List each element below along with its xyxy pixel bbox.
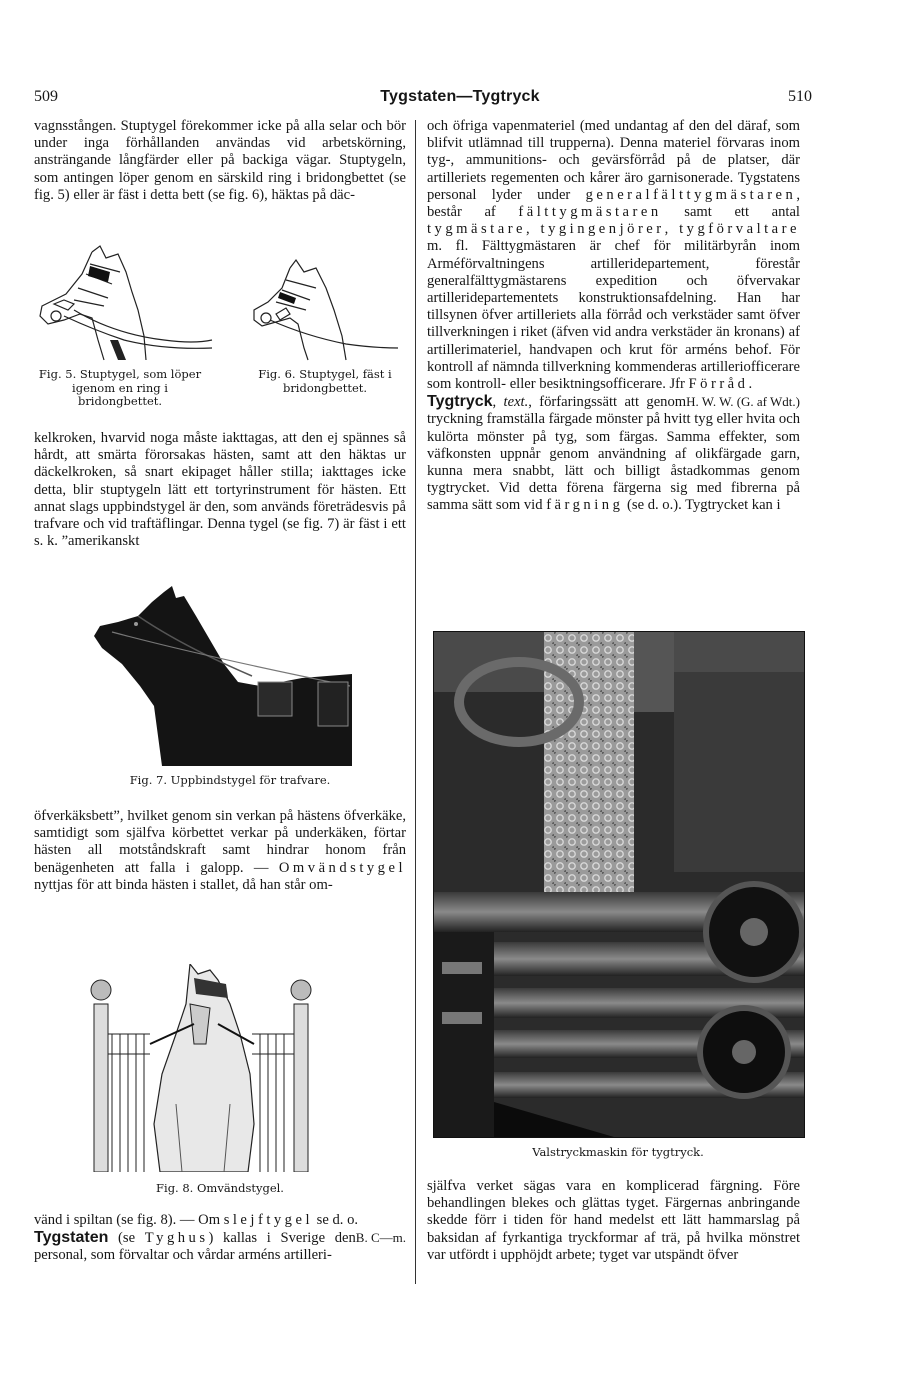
paragraph-3-text-b: nyttjas för att binda hästen i stallet, då han står om- bbox=[34, 876, 333, 893]
horse-head-illustration-fig6 bbox=[250, 258, 400, 362]
figure-5-horse-head bbox=[34, 244, 214, 362]
column-divider bbox=[415, 120, 416, 1284]
paragraph-4-text-a: vänd i spiltan (se fig. 8). — Om bbox=[34, 1212, 224, 1228]
right-paragraph-2: Tygtryck, text., förfaringssätt att genom tryckning framställa färgade mönster på hvitt tyg eller hvita och kulörta mönster på tyg, som färgas. Samma effekter, som väfkonsten uppnår genom användning af olikfärgade garn, kunna mera snabbt, lätt och billigt åstadkommas genom tygtrycket. Vid detta förena färgerna sig med fibrerna på samma sätt som vid färgning (se d. o.). Tygtrycket kan i bbox=[427, 393, 800, 514]
page-number-left: 509 bbox=[34, 88, 58, 105]
r-p1-d: , bbox=[526, 221, 541, 238]
left-column-block-4 bbox=[34, 1212, 406, 1265]
trotter-head-illustration bbox=[92, 586, 354, 766]
paragraph-5-text-b: ) kallas i Sverige den personal, som förvaltar och vårdar arméns artilleri- bbox=[34, 1230, 356, 1264]
term-fargning: färgning bbox=[546, 497, 624, 514]
term-tygforvaltare: tygförvaltare bbox=[679, 221, 800, 238]
paragraph-4-text-b: se d. o. bbox=[313, 1212, 359, 1228]
r-p1-c: samt ett antal bbox=[661, 204, 800, 221]
term-slejftygel: slejftygel bbox=[223, 1212, 314, 1228]
left-paragraph-3 bbox=[34, 808, 406, 894]
horse-head-illustration-fig5 bbox=[34, 244, 214, 362]
figure-6-horse-head bbox=[250, 258, 400, 362]
left-column-block-1 bbox=[34, 118, 406, 204]
abbr-text: text. bbox=[503, 394, 529, 411]
r-p1-f: m. fl. Fälttygmästaren är chef för militärbyrån inom Arméförvaltningens artilleridepartement, förestår generalfälttygmästarens expedition och öfvervakar artilleridepartementets konstruktionsafdelning. Han har tillsynen öfver artilleriets alla förråd och verkstäder samt öfver tillverkningen i riket (äfven vid andra verkstäder än kronans) af artillerimateriel, handvapen och krut för arméns behof. För kontroll af nämnda tillverkning kommenderas artilleriofficerare som kontroll- eller besiktningsofficerare. Jfr bbox=[427, 238, 800, 393]
ref-tyghus: Tyghus bbox=[144, 1230, 209, 1247]
left-column-block-3 bbox=[34, 808, 406, 894]
r-p1-g: . bbox=[748, 376, 753, 393]
figure-8-horse-stall bbox=[90, 964, 314, 1172]
left-paragraph-5 bbox=[34, 1229, 406, 1264]
author-signature-right: H. W. W. (G. af Wdt.) bbox=[686, 394, 800, 410]
left-paragraph-2: kelkroken, hvarvid noga måste iakttagas, att den ej spännes så hårdt, att smärta förorsakas hästen, samt att den häktas ur däckelkroken, så snart ekipaget håller stilla; iakttages icke detta, blir stuptygeln lätt ett tortyrinstrument för hästen. Ett annat slags uppbindstygel är den, som används företrädesvis på trafvare och vid traftäflingar. Denna tygel (se fig. 7) är fäst i ett s. k. ”amerikanskt bbox=[34, 430, 406, 550]
right-paragraph-3: själfva verket sägas vara en komplicerad färgning. Före behandlingen blekes och glättas tyget. Färgernas anbringande skedde förr i tiden för hand medelst ett lätt hammarslag på baksidan af fyrkantiga tryckformar af trä, på hvilka mönstret var utfördt i upphöjdt arbete; tyget var utspändt öfver bbox=[427, 1178, 800, 1263]
r-p1-a: och öfriga vapenmateriel (med undantag af den del däraf, som blifvit utlämnad till trupperna). Denna materiel förvaras inom tyg-, ammunitions- och gevärsförråd på de platser, där artilleriets regementen och kårer äro garnisonerade. Tygstatens personal lyder under bbox=[427, 118, 800, 203]
photo-caption: Valstryckmaskin för tygtryck. bbox=[532, 1145, 704, 1159]
running-title: Tygstaten—Tygtryck bbox=[380, 88, 540, 105]
photo-printing-machine bbox=[433, 631, 805, 1138]
term-tygmastare: tygmästare bbox=[427, 221, 527, 238]
left-column-block-2 bbox=[34, 430, 406, 550]
headword-tygstaten: Tygstaten bbox=[34, 1229, 109, 1247]
term-generalfalttygmastaren: generalfälttygmästaren bbox=[585, 186, 797, 203]
r-p2-a: , förfaringssätt att genom tryckning framställa färgade mönster på hvitt tyg eller hvita och kulörta mönster på tyg, som färgas. Samma effekter, som väfkonsten uppnår genom användning af olikfärgade garn, kunna mera snabbt, lätt och billigt åstadkommas genom tygtrycket. Vid detta förena färgerna sig med fibrerna på samma sätt som vid bbox=[427, 394, 800, 514]
page-number-right: 510 bbox=[788, 88, 812, 105]
r-p2-b: (se d. o.). Tygtrycket kan i bbox=[623, 497, 781, 514]
r-p1-b: , består af bbox=[427, 186, 800, 221]
figure-7-caption: Fig. 7. Uppbindstygel för trafvare. bbox=[129, 773, 331, 787]
left-paragraph-1: vagnsstången. Stuptygel förekommer icke på alla selar och bör under inga förhållanden användas vid arbetskörning, ansträngande långfärder eller på backiga vägar. Stuptygeln, som antingen löper genom en särskild ring i bridongbettet (se fig. 5) eller är fäst i detta bett (se fig. 6), häktas på däc- bbox=[34, 118, 406, 203]
paragraph-5-text-a: (se bbox=[108, 1230, 145, 1247]
figure-7-horse-silhouette bbox=[92, 586, 354, 766]
right-column-block-2 bbox=[427, 1178, 800, 1264]
ref-forrad: Förråd bbox=[688, 376, 749, 393]
figure-6-caption: Fig. 6. Stuptygel, fäst i bridongbettet. bbox=[258, 367, 392, 395]
right-column-block-1 bbox=[427, 118, 800, 515]
term-tygingenjorer: tygingenjörer bbox=[540, 221, 665, 238]
term-omvandstygel: Omvändstygel bbox=[278, 859, 406, 876]
figure-5-caption: Fig. 5. Stuptygel, som löper igenom en ring i bridongbettet. bbox=[38, 367, 202, 408]
headword-tygtryck: Tygtryck bbox=[427, 393, 493, 411]
roller-printing-machine-photo bbox=[434, 632, 804, 1137]
horse-in-stall-illustration bbox=[90, 964, 314, 1172]
r-p1-e: , bbox=[664, 221, 680, 238]
term-falttygmastaren: fälttygmästaren bbox=[518, 204, 662, 221]
paragraph-3-text-a: öfverkäksbett”, hvilket genom sin verkan på hästens öfverkäke, samtidigt som själfva körbettet verkar på underkäken, förtar hästen all motståndskraft samt hindrar honom från benägenheten att falla i galopp. — bbox=[34, 808, 406, 876]
figure-8-caption: Fig. 8. Omvändstygel. bbox=[156, 1181, 284, 1195]
author-signature-left: B. C—m. bbox=[355, 1230, 406, 1246]
